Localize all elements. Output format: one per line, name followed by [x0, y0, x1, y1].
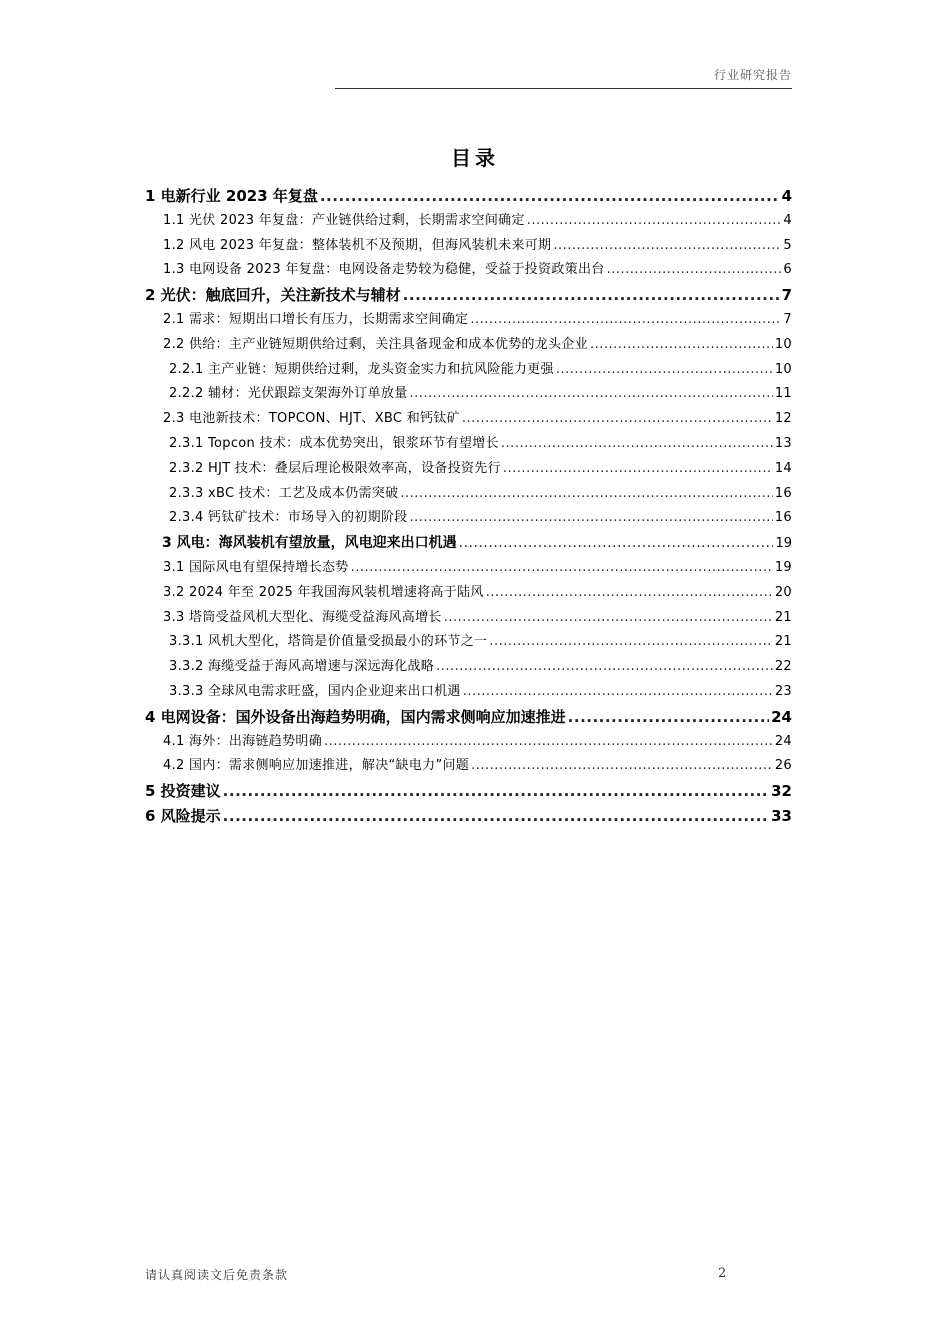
toc-leader-dots: [223, 779, 769, 804]
toc-entry-title: 2 光伏：触底回升，关注新技术与辅材: [145, 286, 401, 305]
toc-entry-page: 22: [774, 659, 792, 675]
toc-entry-page: 6: [783, 262, 792, 278]
toc-entry[interactable]: [145, 606, 792, 631]
toc-entry[interactable]: [145, 482, 792, 507]
toc-entry[interactable]: [145, 680, 792, 705]
toc-entry-title: 4.2 国内：需求侧响应加速推进，解决“缺电力”问题: [163, 758, 470, 774]
toc-entry-page: 33: [771, 806, 792, 825]
toc-entry-title: 4.1 海外：出海链趋势明确: [163, 733, 323, 749]
toc-leader-dots: [527, 209, 782, 234]
toc-title: 目录: [451, 146, 499, 170]
toc-entry-title: 3.3.2 海缆受益于海风高增速与深远海化战略: [169, 659, 435, 675]
toc-entry-page: 19: [775, 536, 792, 552]
toc-leader-dots: [324, 730, 773, 755]
toc-leader-dots: [471, 754, 773, 779]
toc-leader-dots: [501, 432, 773, 457]
toc-entry[interactable]: [145, 457, 792, 482]
toc-entry[interactable]: [145, 531, 792, 556]
toc-entry[interactable]: [145, 432, 792, 457]
toc-entry[interactable]: [145, 556, 792, 581]
toc-entry-page: 16: [774, 485, 792, 501]
toc-entry[interactable]: [145, 630, 792, 655]
toc-entry-page: 7: [781, 286, 792, 305]
toc-entry[interactable]: [145, 581, 792, 606]
toc-entry-title: 3.3.3 全球风电需求旺盛，国内企业迎来出口机遇: [169, 683, 461, 699]
toc-entry[interactable]: [145, 358, 792, 383]
toc-entry-title: 1 电新行业 2023 年复盘: [145, 187, 318, 205]
toc-entry[interactable]: [145, 655, 792, 680]
page-number: 2: [718, 1266, 727, 1281]
toc-entry-page: 13: [774, 435, 792, 451]
toc-entry-page: 21: [774, 634, 792, 650]
toc-entry-title: 2.3 电池新技术：TOPCON、HJT、XBC 和钙钛矿: [163, 411, 460, 427]
toc-entry-page: 10: [774, 361, 792, 377]
toc-entry-page: 23: [774, 683, 792, 699]
toc-entry[interactable]: [145, 754, 792, 779]
toc-entry-page: 19: [774, 559, 792, 575]
toc-entry[interactable]: [145, 506, 792, 531]
toc-leader-dots: [503, 457, 773, 482]
toc-entry-title: 2.3.2 HJT 技术：叠层后理论极限效率高，设备投资先行: [169, 460, 501, 476]
toc-entry-title: 3 风电：海风装机有望放量，风电迎来出口机遇: [162, 535, 457, 552]
toc-entry-page: 16: [774, 510, 792, 526]
report-type-label: 行业研究报告: [713, 68, 792, 82]
toc-entry-title: 1.1 光伏 2023 年复盘：产业链供给过剩，长期需求空间确定: [163, 212, 525, 228]
toc-leader-dots: [400, 482, 772, 507]
toc-entry[interactable]: [145, 234, 792, 259]
toc-entry-page: 20: [774, 584, 792, 600]
toc-entry-page: 11: [774, 386, 792, 402]
toc-leader-dots: [410, 506, 773, 531]
toc-entry[interactable]: [145, 308, 792, 333]
toc-entry-page: 24: [771, 707, 792, 726]
toc-leader-dots: [462, 407, 773, 432]
toc-entry[interactable]: [145, 705, 792, 730]
toc-entry[interactable]: [145, 333, 792, 358]
toc-entry-title: 3.1 国际风电有望保持增长态势: [163, 559, 349, 575]
toc-leader-dots: [444, 606, 773, 631]
toc-entry[interactable]: [145, 382, 792, 407]
toc-entry[interactable]: [145, 730, 792, 755]
toc-leader-dots: [463, 680, 773, 705]
toc-entry-title: 6 风险提示: [145, 806, 221, 825]
toc-leader-dots: [568, 705, 769, 730]
toc-entry-title: 2.2.2 辅材：光伏跟踪支架海外订单放量: [169, 386, 408, 402]
toc-entry-title: 2.2 供给：主产业链短期供给过剩，关注具备现金和成本优势的龙头企业: [163, 336, 589, 352]
toc-entry-title: 2.3.3 xBC 技术：工艺及成本仍需突破: [169, 485, 399, 501]
toc-leader-dots: [410, 382, 773, 407]
toc-leader-dots: [590, 333, 773, 358]
header-divider: [335, 88, 792, 89]
toc-leader-dots: [556, 358, 773, 383]
toc-entry-page: 10: [774, 336, 792, 352]
toc-entry-title: 1.3 电网设备 2023 年复盘：电网设备走势较为稳健，受益于投资政策出台: [163, 262, 605, 278]
disclaimer-note: 请认真阅读文后免责条款: [145, 1268, 289, 1282]
toc-leader-dots: [459, 531, 774, 556]
toc-entry-page: 12: [774, 411, 792, 427]
toc-entry-page: 26: [774, 758, 792, 774]
toc-leader-dots: [403, 283, 780, 308]
toc-entry-title: 1.2 风电 2023 年复盘：整体装机不及预期，但海风装机未来可期: [163, 237, 552, 253]
toc-entry[interactable]: [145, 804, 792, 829]
toc-entry-title: 2.2.1 主产业链：短期供给过剩，龙头资金实力和抗风险能力更强: [169, 361, 554, 377]
toc-leader-dots: [436, 655, 773, 680]
toc-leader-dots: [470, 308, 781, 333]
toc-entry[interactable]: [145, 184, 792, 209]
toc-entry-page: 14: [774, 460, 792, 476]
toc-entry[interactable]: [145, 407, 792, 432]
toc-entry-title: 3.2 2024 年至 2025 年我国海风装机增速将高于陆风: [163, 584, 484, 600]
toc-entry-page: 5: [783, 237, 792, 253]
toc-leader-dots: [320, 184, 780, 209]
toc-entry-page: 7: [783, 311, 792, 327]
toc-leader-dots: [489, 630, 773, 655]
toc-entry-title: 5 投资建议: [145, 782, 221, 801]
toc-entry-title: 2.3.4 钙钛矿技术：市场导入的初期阶段: [169, 510, 408, 526]
toc-leader-dots: [486, 581, 773, 606]
toc-entry-title: 3.3 塔筒受益风机大型化、海缆受益海风高增长: [163, 609, 442, 625]
toc-leader-dots: [553, 234, 781, 259]
toc-entry[interactable]: [145, 283, 792, 308]
toc-leader-dots: [223, 804, 769, 829]
toc-entry-title: 2.1 需求：短期出口增长有压力，长期需求空间确定: [163, 311, 469, 327]
toc-leader-dots: [351, 556, 773, 581]
toc-entry-title: 4 电网设备：国外设备出海趋势明确，国内需求侧响应加速推进: [145, 707, 566, 726]
toc-entry-page: 24: [774, 733, 792, 749]
table-of-contents: [145, 184, 792, 829]
toc-entry-page: 4: [783, 212, 792, 228]
toc-entry[interactable]: [145, 779, 792, 804]
toc-entry-page: 32: [771, 782, 792, 801]
toc-entry[interactable]: [145, 209, 792, 234]
toc-entry-page: 4: [781, 187, 792, 205]
toc-entry-page: 21: [774, 609, 792, 625]
toc-entry[interactable]: [145, 258, 792, 283]
toc-entry-title: 2.3.1 Topcon 技术：成本优势突出，银浆环节有望增长: [169, 435, 499, 451]
toc-entry-title: 3.3.1 风机大型化，塔筒是价值量受损最小的环节之一: [169, 634, 488, 650]
toc-leader-dots: [607, 258, 782, 283]
